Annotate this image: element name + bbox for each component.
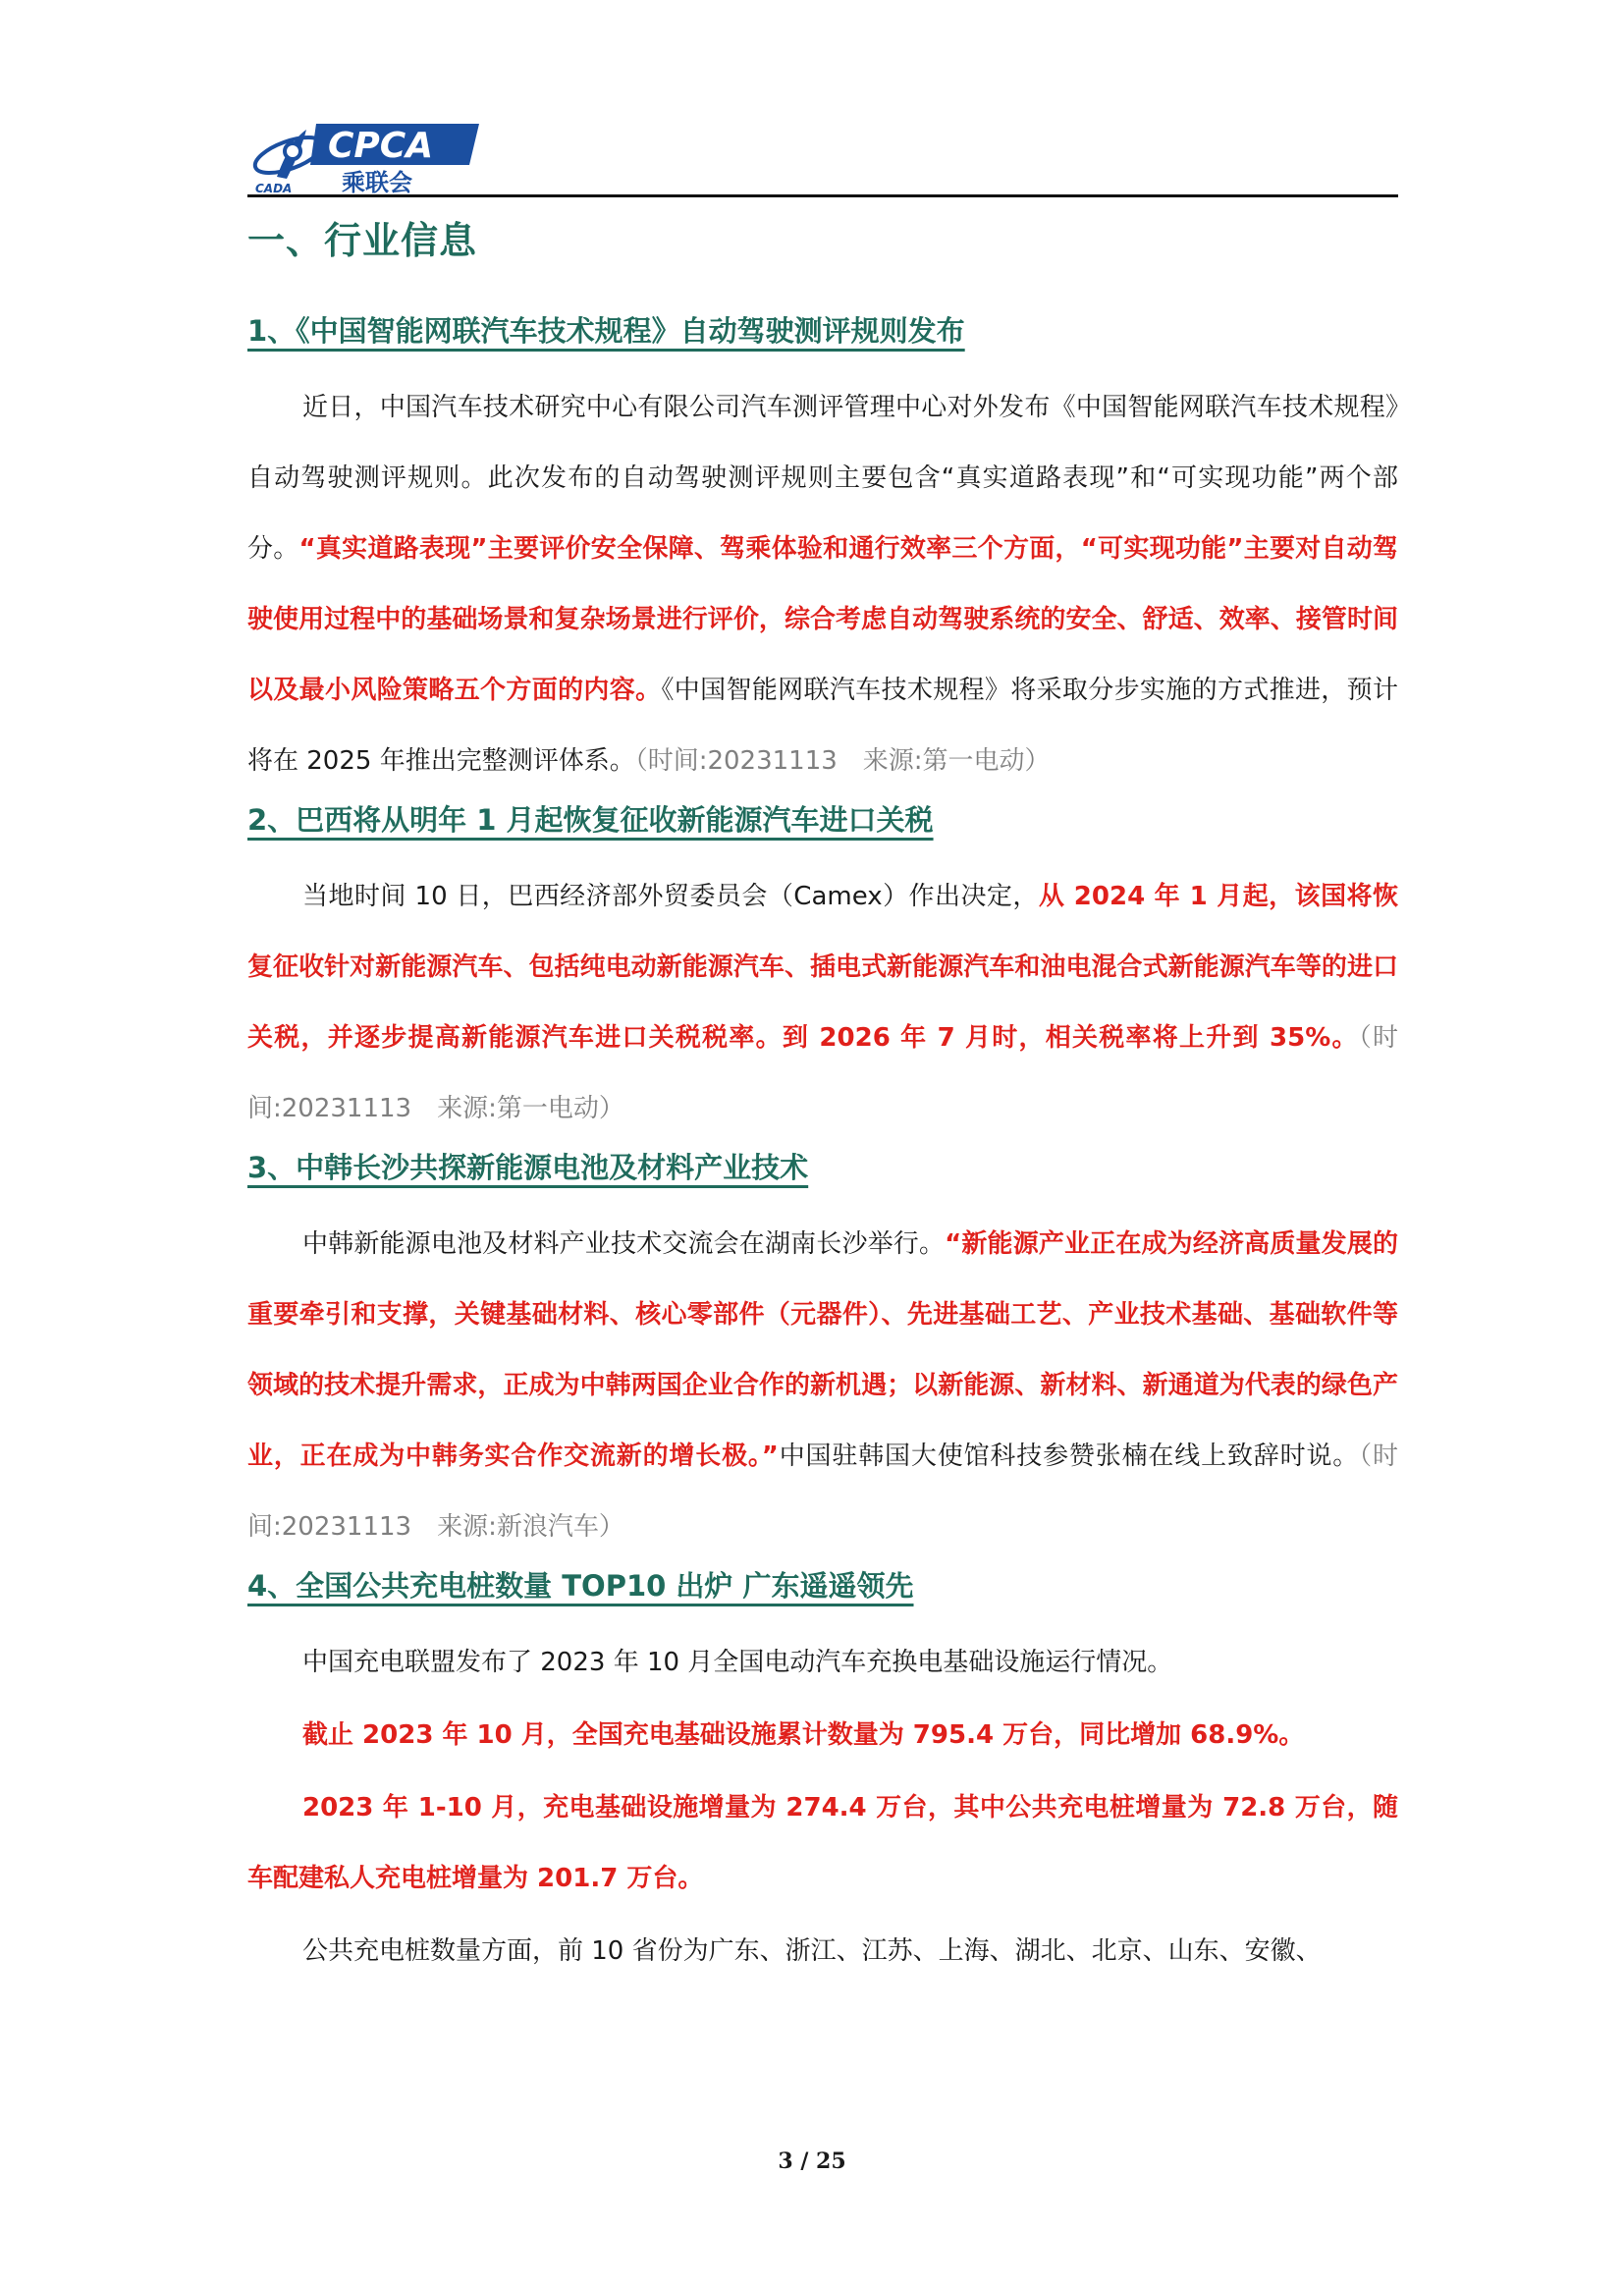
article-4-title: 4、全国公共充电桩数量 TOP10 出炉 广东遥遥领先	[247, 1569, 914, 1603]
svg-text:CPCA: CPCA	[328, 126, 434, 166]
article-1-title: 1、《中国智能网联汽车技术规程》自动驾驶测评规则发布	[247, 314, 965, 348]
article-3-text-a: 中韩新能源电池及材料产业技术交流会在湖南长沙举行。	[302, 1229, 946, 1259]
article-2-text-a: 当地时间 10 日，巴西经济部外贸委员会（Camex）作出决定，	[302, 882, 1039, 911]
article-2-source: （时间:20231113 来源:第一电动）	[247, 1023, 1398, 1123]
cpca-logo	[247, 116, 483, 194]
article-3-body	[247, 1209, 1398, 1562]
article-1-highlight: “真实道路表现”主要评价安全保障、驾乘体验和通行效率三个方面，“可实现功能”主要对自动驾驶使用过程中的基础场景和复杂场景进行评价，综合考虑自动驾驶系统的安全、舒适、效率、接管时间以及最小风险策略五个方面的内容。	[247, 534, 1398, 705]
svg-text:乘联会: 乘联会	[342, 169, 412, 194]
article-2-body	[247, 861, 1398, 1144]
article-1-source: （时间:20231113 来源:第一电动）	[634, 746, 1051, 776]
section-title: 一、行业信息	[247, 219, 478, 262]
page-content	[247, 206, 1398, 1988]
article-1-text-a: 近日，中国汽车技术研究中心有限公司汽车测评管理中心对外发布《中国智能网联汽车技术规程》自动驾驶测评规则。此次发布的自动驾驶测评规则主要包含“真实道路表现”和“可实现功能”两个部分。	[247, 393, 1398, 564]
article-3-title: 3、中韩长沙共探新能源电池及材料产业技术	[247, 1151, 809, 1184]
svg-text:CADA: CADA	[255, 182, 293, 194]
article-3-text-b: 中国驻韩国大使馆科技参赞张楠在线上致辞时说。	[778, 1442, 1360, 1471]
page-number: 3 / 25	[778, 2149, 846, 2174]
article-3-highlight: “新能源产业正在成为经济高质量发展的重要牵引和支撑，关键基础材料、核心零部件（元器件）、先进基础工艺、产业技术基础、基础软件等领域的技术提升需求，正成为中韩两国企业合作的新机遇；以新能源、新材料、新通道为代表的绿色产业，正在成为中韩务实合作交流新的增长极。”	[247, 1229, 1398, 1471]
article-4-para-2: 截止 2023 年 10 月，全国充电基础设施累计数量为 795.4 万台，同比增加 68.9%。	[302, 1720, 1305, 1750]
article-1-body	[247, 372, 1398, 796]
article-3-source: （时间:20231113 来源:新浪汽车）	[247, 1442, 1398, 1542]
article-2-title: 2、巴西将从明年 1 月起恢复征收新能源汽车进口关税	[247, 803, 934, 837]
header-rule	[247, 194, 1398, 197]
article-4-para-3: 2023 年 1-10 月，充电基础设施增量为 274.4 万台，其中公共充电桩增量为 72.8 万台，随车配建私人充电桩增量为 201.7 万台。	[247, 1793, 1398, 1893]
article-4-para-1: 中国充电联盟发布了 2023 年 10 月全国电动汽车充换电基础设施运行情况。	[302, 1648, 1173, 1677]
article-2-highlight: 从 2024 年 1 月起，该国将恢复征收针对新能源汽车、包括纯电动新能源汽车、插电式新能源汽车和油电混合式新能源汽车等的进口关税，并逐步提高新能源汽车进口关税税率。到 2026 年 7 月时，相关税率将上升到 35%。	[247, 882, 1398, 1053]
article-4-para-4: 公共充电桩数量方面，前 10 省份为广东、浙江、江苏、上海、湖北、北京、山东、安徽、	[302, 1936, 1322, 1966]
article-1-text-b: 《中国智能网联汽车技术规程》将采取分步实施的方式推进，预计将在 2025 年推出完整测评体系。	[247, 676, 1398, 776]
